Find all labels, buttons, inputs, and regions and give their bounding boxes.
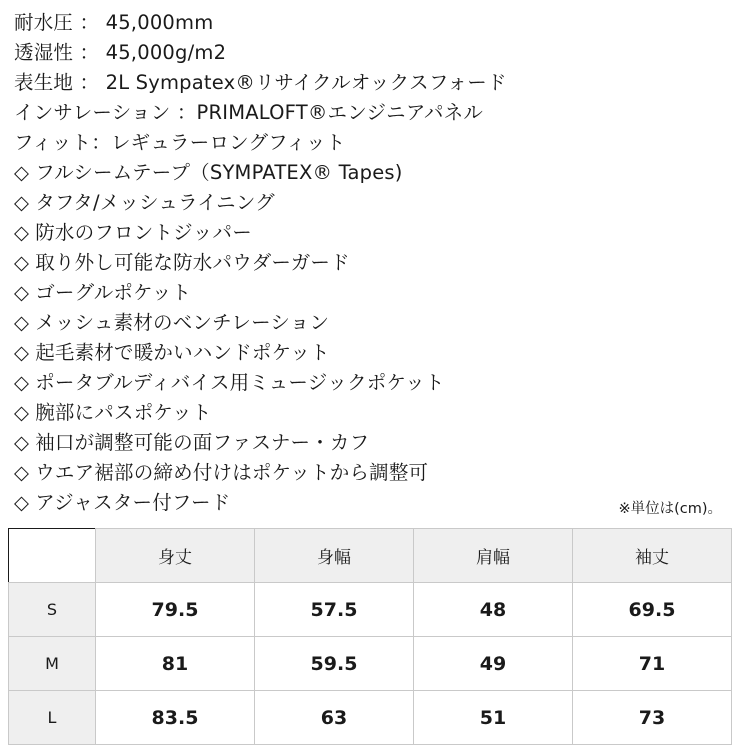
- row-header-size: L: [9, 691, 96, 745]
- table-row: [9, 691, 732, 745]
- table-cell: 71: [573, 637, 732, 691]
- diamond-bullet-icon: ◇: [14, 221, 30, 244]
- size-table-body: [9, 583, 732, 745]
- column-header-mitake: 身丈: [96, 529, 255, 583]
- feature-item: [14, 368, 726, 398]
- diamond-bullet-icon: ◇: [14, 461, 30, 484]
- table-cell: 69.5: [573, 583, 732, 637]
- column-header-mihaba: 身幅: [255, 529, 414, 583]
- diamond-bullet-icon: ◇: [14, 371, 30, 394]
- feature-item-label: 袖口が調整可能の面ファスナー・カフ: [35, 431, 370, 454]
- size-table-head: [9, 529, 732, 583]
- row-header-size: S: [9, 583, 96, 637]
- feature-item-label: アジャスター付フード: [35, 491, 231, 514]
- diamond-bullet-icon: ◇: [14, 161, 30, 184]
- feature-item: [14, 218, 726, 248]
- size-table-container: [8, 528, 732, 745]
- size-column-header: [9, 529, 96, 583]
- table-row: [9, 583, 732, 637]
- table-cell: 63: [255, 691, 414, 745]
- feature-item-label: ゴーグルポケット: [35, 281, 192, 304]
- spec-list: [14, 8, 726, 158]
- table-cell: 49: [414, 637, 573, 691]
- feature-item: [14, 398, 726, 428]
- feature-item: [14, 428, 726, 458]
- table-cell: 81: [96, 637, 255, 691]
- spec-line: 表生地 ： 2L Sympatex®リサイクルオックスフォード: [14, 71, 507, 94]
- table-cell: 57.5: [255, 583, 414, 637]
- feature-item-label: フルシームテープ（SYMPATEX® Tapes): [35, 161, 403, 184]
- feature-item: [14, 338, 726, 368]
- diamond-bullet-icon: ◇: [14, 401, 30, 424]
- feature-item: [14, 188, 726, 218]
- feature-item: [14, 278, 726, 308]
- spec-line: インサレーション ：PRIMALOFT®エンジニアパネル: [14, 101, 484, 124]
- feature-item-label: ウエア裾部の締め付けはポケットから調整可: [35, 461, 429, 484]
- feature-item: [14, 458, 726, 488]
- feature-item-label: タフタ/メッシュライニング: [35, 191, 275, 214]
- feature-item: [14, 248, 726, 278]
- diamond-bullet-icon: ◇: [14, 491, 30, 514]
- table-cell: 48: [414, 583, 573, 637]
- row-header-size: M: [9, 637, 96, 691]
- diamond-bullet-icon: ◇: [14, 431, 30, 454]
- diamond-bullet-icon: ◇: [14, 341, 30, 364]
- feature-item-label: ポータブルディバイス用ミュージックポケット: [35, 371, 445, 394]
- feature-item: [14, 308, 726, 338]
- diamond-bullet-icon: ◇: [14, 191, 30, 214]
- diamond-bullet-icon: ◇: [14, 251, 30, 274]
- unit-note: ※単位は(cm)。: [618, 501, 722, 517]
- spec-line: 透湿性 ： 45,000g/m2: [14, 41, 227, 64]
- size-table: [8, 528, 732, 745]
- feature-item-label: 防水のフロントジッパー: [35, 221, 252, 244]
- feature-list: [14, 158, 726, 518]
- table-cell: 59.5: [255, 637, 414, 691]
- spec-line: 耐水圧 ： 45,000mm: [14, 11, 214, 34]
- spec-line: フィット：レギュラーロングフィット: [14, 131, 346, 154]
- diamond-bullet-icon: ◇: [14, 281, 30, 304]
- table-header-row: [9, 529, 732, 583]
- column-header-katahaba: 肩幅: [414, 529, 573, 583]
- feature-item: [14, 158, 726, 188]
- table-cell: 51: [414, 691, 573, 745]
- diamond-bullet-icon: ◇: [14, 311, 30, 334]
- feature-item-label: 起毛素材で暖かいハンドポケット: [35, 341, 330, 364]
- table-cell: 79.5: [96, 583, 255, 637]
- feature-item-label: 腕部にパスポケット: [35, 401, 212, 424]
- table-cell: 73: [573, 691, 732, 745]
- feature-item-label: メッシュ素材のベンチレーション: [35, 311, 330, 334]
- feature-item-label: 取り外し可能な防水パウダーガード: [35, 251, 350, 274]
- table-cell: 83.5: [96, 691, 255, 745]
- column-header-sodetake: 袖丈: [573, 529, 732, 583]
- table-row: [9, 637, 732, 691]
